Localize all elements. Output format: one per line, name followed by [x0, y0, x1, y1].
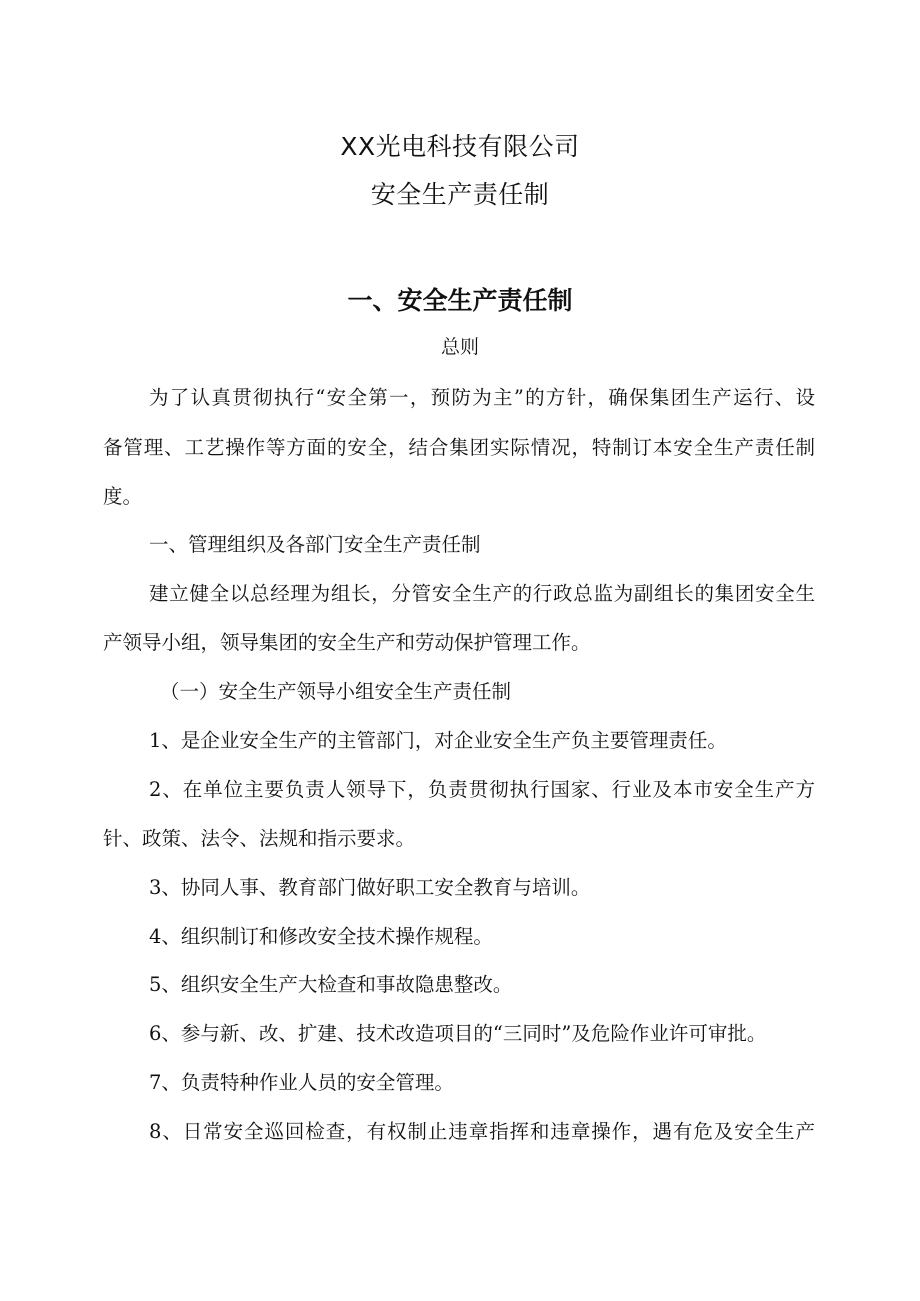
item-5: 5、组织安全生产大检查和事故隐患整改。	[149, 973, 513, 996]
part1-heading: 一、管理组织及各部门安全生产责任制	[149, 533, 481, 556]
company-name: XX光电科技有限公司	[340, 132, 580, 161]
item-7: 7、负责特种作业人员的安全管理。	[149, 1071, 454, 1094]
document-title: 安全生产责任制	[370, 180, 550, 209]
general-heading: 总则	[440, 336, 479, 358]
intro-line-3: 度。	[103, 485, 143, 508]
part1-line-2: 产领导小组，领导集团的安全生产和劳动保护管理工作。	[103, 631, 591, 654]
item-2-line-1: 2、在单位主要负责人领导下，负责贯彻执行国家、行业及本市安全生产方	[149, 778, 815, 801]
item-4: 4、组织制订和修改安全技术操作规程。	[149, 925, 493, 948]
item-3: 3、协同人事、教育部门做好职工安全教育与培训。	[149, 876, 591, 899]
item-1: 1、是企业安全生产的主管部门，对企业安全生产负主要管理责任。	[149, 729, 727, 752]
part1-line-1: 建立健全以总经理为组长，分管安全生产的行政总监为副组长的集团安全生	[149, 582, 815, 605]
item-8-line-1: 8、日常安全巡回检查，有权制止违章指挥和违章操作，遇有危及安全生产	[149, 1120, 815, 1143]
section-heading: 一、安全生产责任制	[347, 286, 573, 315]
intro-line-2: 备管理、工艺操作等方面的安全，结合集团实际情况，特制订本安全生产责任制	[103, 436, 815, 459]
item-6: 6、参与新、改、扩建、技术改造项目的“三同时”及危险作业许可审批。	[149, 1022, 767, 1045]
sub1-heading: （一）安全生产领导小组安全生产责任制	[160, 680, 512, 703]
intro-line-1: 为了认真贯彻执行“安全第一，预防为主”的方针，确保集团生产运行、设	[149, 386, 815, 409]
item-2-line-2: 针、政策、法令、法规和指示要求。	[103, 827, 416, 850]
